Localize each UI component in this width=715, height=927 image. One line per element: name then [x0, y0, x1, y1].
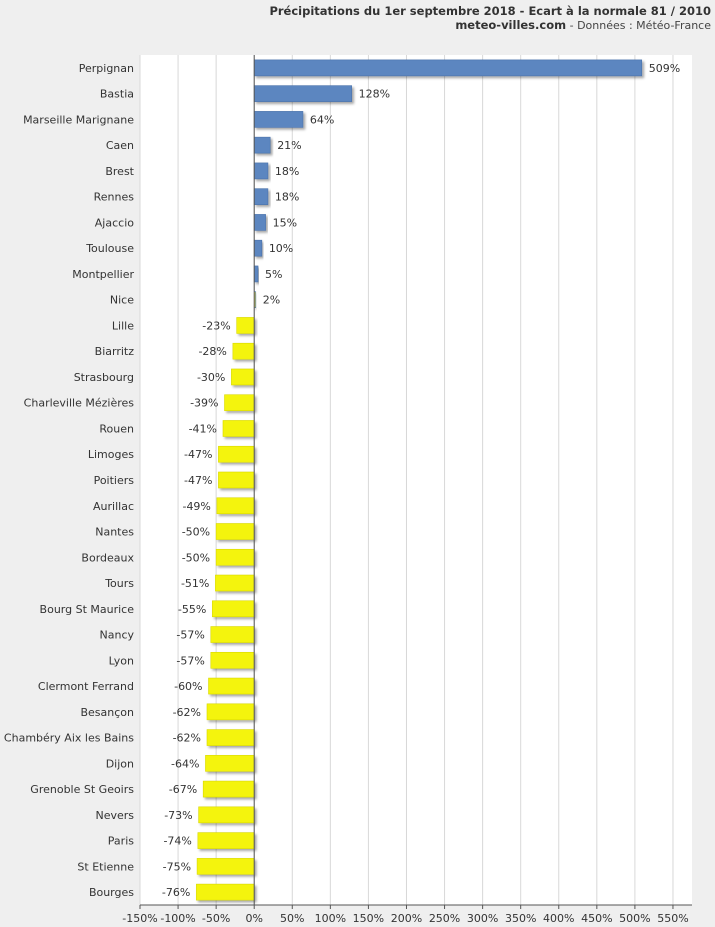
category-label: Clermont Ferrand	[37, 680, 134, 694]
category-label: Tours	[105, 577, 134, 591]
bar	[212, 601, 254, 617]
tick-label: 500%	[619, 912, 651, 925]
value-label: 21%	[277, 139, 302, 153]
value-label: -50%	[181, 525, 211, 539]
value-label: -76%	[161, 886, 191, 900]
category-label: Lille	[111, 319, 134, 333]
data-source: - Données : Météo-France	[566, 19, 711, 32]
category-label: Dijon	[105, 757, 134, 771]
value-label: -41%	[188, 422, 217, 436]
tick-label: 0%	[245, 912, 263, 925]
category-label: Biarritz	[94, 345, 134, 359]
category-label: Bourges	[88, 886, 134, 900]
bar	[225, 395, 255, 411]
category-label: Montpellier	[72, 267, 134, 281]
category-label: Brest	[105, 164, 134, 178]
category-label: Nice	[109, 293, 134, 307]
category-label: Bordeaux	[81, 551, 134, 565]
bar	[254, 111, 303, 127]
bar	[203, 781, 254, 797]
bar	[254, 60, 642, 76]
bar	[211, 627, 254, 643]
bar	[254, 240, 262, 256]
bar	[216, 524, 254, 540]
category-label: Besançon	[80, 705, 134, 719]
category-label: Strasbourg	[73, 370, 134, 384]
value-label: -57%	[176, 654, 205, 668]
category-label: Grenoble St Geoirs	[30, 783, 134, 797]
bar	[209, 678, 255, 694]
tick-label: 100%	[314, 912, 347, 925]
tick-label: 300%	[466, 912, 499, 925]
tick-label: 550%	[657, 912, 689, 925]
value-label: -73%	[164, 808, 193, 822]
bar	[198, 833, 254, 849]
value-label: 5%	[265, 267, 283, 281]
category-label: Lyon	[108, 654, 134, 668]
value-label: -39%	[190, 396, 219, 410]
chart-subtitle	[455, 18, 711, 32]
site-name: meteo-villes.com	[455, 18, 567, 32]
value-label: -51%	[180, 577, 210, 591]
value-label: 128%	[358, 87, 391, 101]
value-label: -50%	[181, 551, 211, 565]
tick-label: 250%	[428, 912, 461, 925]
tick-label: 400%	[543, 912, 575, 925]
value-label: 2%	[262, 293, 281, 307]
bar	[217, 498, 254, 514]
tick-label: 350%	[504, 912, 537, 925]
bar	[215, 575, 254, 591]
bar	[254, 266, 258, 282]
value-label: -64%	[171, 757, 200, 771]
tick-label: 450%	[581, 912, 613, 925]
value-label: 18%	[274, 190, 300, 204]
bar	[254, 189, 268, 205]
bar	[254, 137, 270, 153]
value-label: -62%	[172, 731, 202, 745]
value-label: 15%	[272, 216, 298, 230]
bar	[205, 755, 254, 771]
tick-label: -150%	[122, 912, 158, 925]
category-label: Nantes	[95, 525, 134, 539]
bar	[218, 472, 254, 488]
category-label: Paris	[107, 834, 134, 848]
bar	[211, 652, 254, 668]
bar	[216, 549, 254, 565]
tick-label: -50%	[201, 912, 231, 925]
tick-label: -100%	[160, 912, 196, 925]
chart-title: Précipitations du 1er septembre 2018 - Ecart à la normale 81 / 2010	[269, 4, 711, 18]
category-label: Perpignan	[78, 61, 134, 75]
bar	[223, 420, 254, 436]
category-label: St Etienne	[77, 860, 134, 874]
value-label: 10%	[268, 242, 294, 256]
tick-label: 150%	[352, 912, 385, 925]
value-label: -60%	[174, 680, 203, 694]
value-label: -49%	[182, 499, 211, 513]
tick-label: 200%	[390, 912, 423, 925]
category-label: Aurillac	[93, 499, 134, 513]
value-label: -28%	[198, 345, 227, 359]
value-label: 64%	[309, 113, 335, 127]
category-label: Toulouse	[86, 242, 134, 256]
bar	[254, 86, 351, 102]
category-label: Bourg St Maurice	[39, 602, 134, 616]
category-label: Poitiers	[93, 474, 134, 487]
value-label: -23%	[202, 319, 231, 333]
value-label: -62%	[172, 705, 202, 719]
bar	[196, 884, 254, 900]
value-label: -55%	[177, 602, 207, 616]
bar	[231, 369, 254, 385]
bar	[254, 214, 265, 230]
value-label: -47%	[184, 474, 213, 487]
category-label: Marseille Marignane	[23, 113, 134, 127]
bar	[254, 163, 268, 179]
tick-label: 50%	[280, 912, 305, 925]
bar	[199, 807, 255, 823]
category-label: Bastia	[99, 87, 134, 101]
value-label: -67%	[168, 783, 198, 797]
category-label: Chambéry Aix les Bains	[3, 731, 134, 745]
value-label: 509%	[648, 61, 681, 75]
category-label: Limoges	[87, 448, 134, 462]
category-label: Charleville Mézières	[23, 396, 134, 410]
category-label: Caen	[105, 139, 134, 153]
category-label: Nevers	[95, 808, 134, 822]
value-label: -47%	[184, 448, 213, 462]
bar	[233, 343, 254, 359]
category-label: Rouen	[99, 422, 134, 436]
value-label: -75%	[162, 860, 192, 874]
category-label: Ajaccio	[94, 216, 134, 230]
value-label: 18%	[274, 164, 300, 178]
bar	[237, 317, 255, 333]
category-label: Rennes	[93, 190, 134, 204]
value-label: -30%	[196, 370, 226, 384]
bar	[218, 446, 254, 462]
category-label: Nancy	[99, 628, 134, 642]
bar	[197, 858, 254, 874]
value-label: -74%	[163, 834, 192, 848]
bar	[207, 704, 254, 720]
x-axis	[122, 905, 692, 925]
value-label: -57%	[176, 628, 205, 642]
category-labels	[4, 62, 135, 899]
bar	[207, 730, 254, 746]
